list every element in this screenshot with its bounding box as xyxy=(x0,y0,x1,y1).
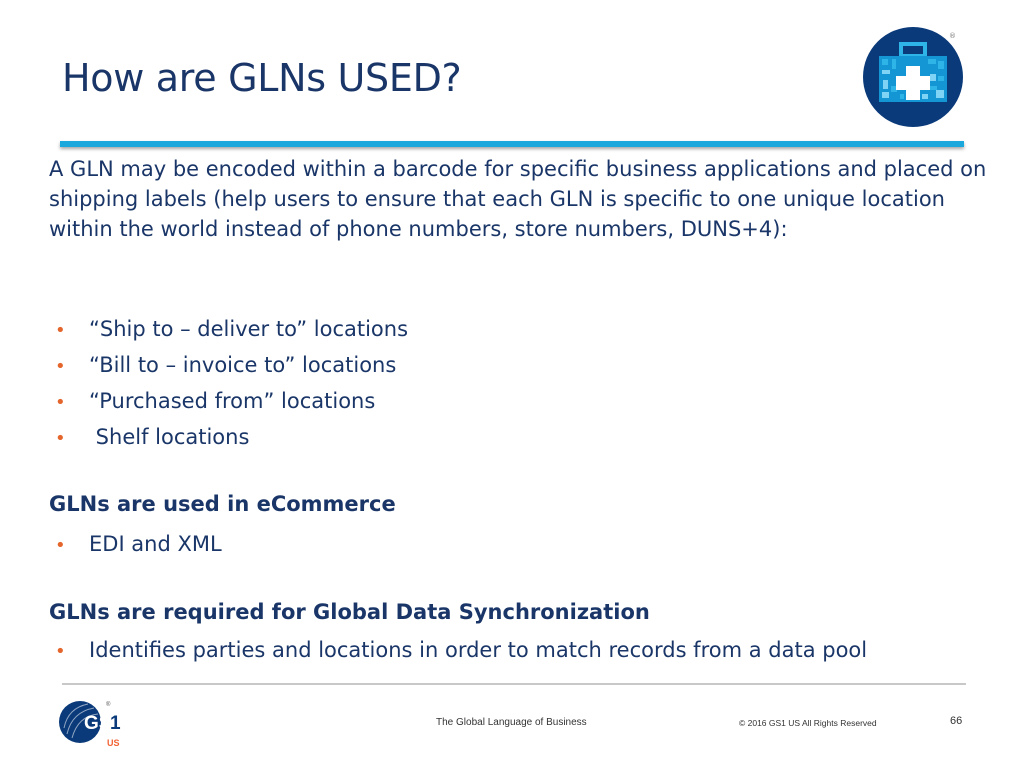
footer-divider xyxy=(62,683,966,685)
bullet-dot-icon: • xyxy=(55,392,66,413)
slide-title: How are GLNs USED? xyxy=(62,56,462,100)
list-item xyxy=(55,347,408,383)
list-item xyxy=(55,311,408,347)
list-item-text: EDI and XML xyxy=(89,532,222,556)
list-item xyxy=(55,632,867,668)
list-item xyxy=(55,419,408,455)
list-item-text: Identifies parties and locations in order to match records from a data pool xyxy=(89,638,868,662)
ecommerce-bullet-list xyxy=(55,526,222,562)
registered-mark: ® xyxy=(949,32,956,40)
list-item-text: “Purchased from” locations xyxy=(89,389,376,413)
ecommerce-heading: GLNs are used in eCommerce xyxy=(49,492,396,516)
medical-briefcase-barcode-icon xyxy=(862,26,964,128)
list-item-text: “Bill to – invoice to” locations xyxy=(89,353,397,377)
logo-gs-text: GS xyxy=(84,713,112,734)
bullet-dot-icon: • xyxy=(55,320,66,341)
bullet-dot-icon: • xyxy=(55,535,66,556)
list-item-text: “Ship to – deliver to” locations xyxy=(89,317,409,341)
list-item xyxy=(55,526,222,562)
bullet-dot-icon: • xyxy=(55,641,66,662)
list-item-text: Shelf locations xyxy=(89,425,250,449)
gs1-us-logo xyxy=(58,698,138,750)
location-bullet-list xyxy=(55,311,408,455)
footer-tagline: The Global Language of Business xyxy=(436,717,587,728)
bullet-dot-icon: • xyxy=(55,428,66,449)
header-accent-rule xyxy=(60,141,964,147)
gds-bullet-list xyxy=(55,632,867,668)
footer-copyright: © 2016 GS1 US All Rights Reserved xyxy=(739,718,877,728)
list-item xyxy=(55,383,408,419)
logo-one-text: 1 xyxy=(110,713,121,734)
gds-heading: GLNs are required for Global Data Synchronization xyxy=(49,600,650,624)
intro-paragraph: A GLN may be encoded within a barcode for specific business applications and placed on shipping labels (help users to ensure that each GLN is specific to one unique location within the world instead of phone numbers, store numbers, DUNS+4): xyxy=(49,157,987,241)
bullet-dot-icon: • xyxy=(55,356,66,377)
logo-us-text: US xyxy=(107,738,120,748)
page-number: 66 xyxy=(950,715,963,727)
svg-text:®: ® xyxy=(106,702,111,708)
